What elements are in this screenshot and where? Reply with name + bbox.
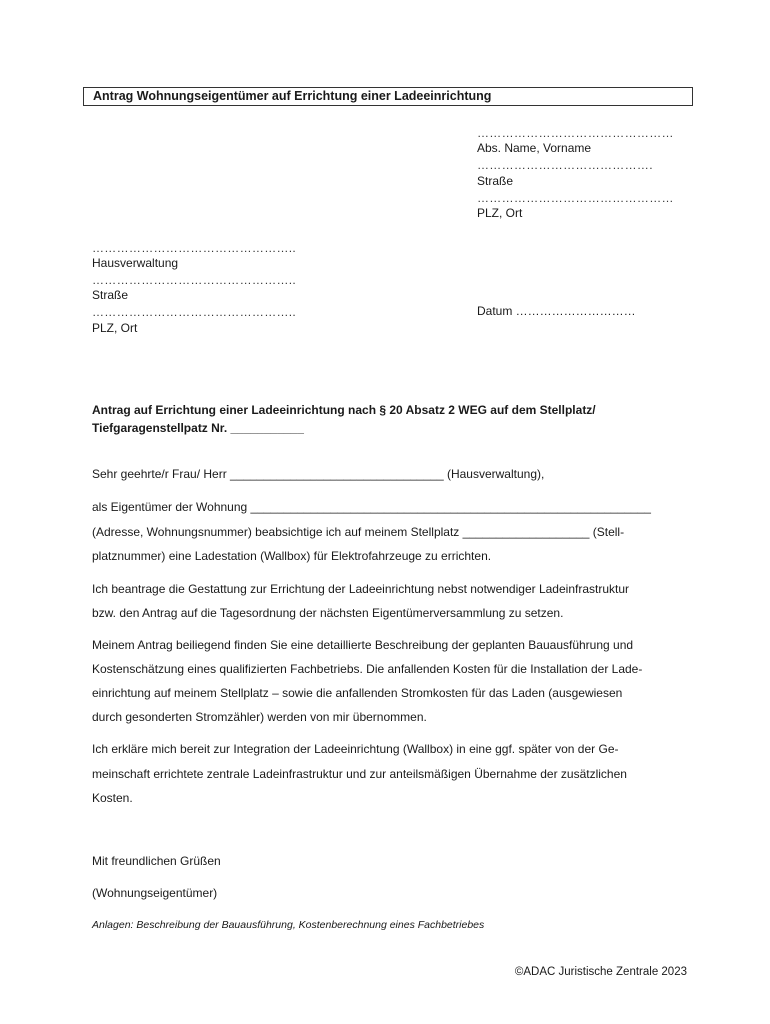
- sender-street-line: …………………………………….: [477, 158, 653, 172]
- salutation: Sehr geehrte/r Frau/ Herr ________________________________ (Hausverwaltung),: [92, 467, 545, 481]
- signature-label: (Wohnungseigentümer): [92, 886, 218, 900]
- body-line: bzw. den Antrag auf die Tagesordnung der nächsten Eigentümerversammlung zu setzen.: [92, 606, 564, 620]
- sender-city-label: PLZ, Ort: [477, 206, 523, 220]
- recipient-name-label: Hausverwaltung: [92, 256, 179, 270]
- sender-street-label: Straße: [477, 174, 514, 188]
- sender-city-line: …………………………………………: [477, 191, 674, 205]
- body-line: (Adresse, Wohnungsnummer) beabsichtige ich auf meinem Stellplatz ___________________ (Stell-: [92, 525, 625, 539]
- body-line: Ich beantrage die Gestattung zur Errichtung der Ladeeinrichtung nebst notwendiger Ladeinfrastruktur: [92, 582, 629, 596]
- recipient-street-label: Straße: [92, 288, 129, 302]
- sender-name-label: Abs. Name, Vorname: [477, 141, 592, 155]
- subject-line-1: Antrag auf Errichtung einer Ladeeinrichtung nach § 20 Absatz 2 WEG auf dem Stellplatz/: [92, 403, 596, 417]
- body-line: Ich erkläre mich bereit zur Integration der Ladeeinrichtung (Wallbox) in eine ggf. später von der Ge-: [92, 742, 619, 756]
- body-line: einrichtung auf meinem Stellplatz – sowie die anfallenden Stromkosten für das Laden (ausgewiesen: [92, 686, 623, 700]
- footer-copyright: ©ADAC Juristische Zentrale 2023: [514, 966, 687, 978]
- body-line: Kostenschätzung eines qualifizierten Fachbetriebs. Die anfallenden Kosten für die Installation der Lade-: [92, 662, 643, 676]
- sender-name-line: …………………………………………: [477, 126, 674, 140]
- closing: Mit freundlichen Grüßen: [92, 854, 221, 868]
- recipient-city-line: …………………………………………..: [92, 305, 297, 319]
- body-line: platznummer) eine Ladestation (Wallbox) für Elektrofahrzeuge zu errichten.: [92, 549, 492, 563]
- date-line: Datum …………………………: [477, 304, 636, 318]
- body-line: als Eigentümer der Wohnung ____________________________________________________________: [92, 500, 651, 514]
- body-line: meinschaft errichtete zentrale Ladeinfrastruktur und zur anteilsmäßigen Übernahme der zusätzlichen: [92, 767, 627, 781]
- document-title: Antrag Wohnungseigentümer auf Errichtung einer Ladeeinrichtung: [83, 87, 693, 106]
- body-line: durch gesonderten Stromzähler) werden von mir übernommen.: [92, 710, 427, 724]
- body-line: Kosten.: [92, 791, 133, 805]
- recipient-name-line: …………………………………………..: [92, 241, 297, 255]
- attachments-note: Anlagen: Beschreibung der Bauausführung, Kostenberechnung eines Fachbetriebes: [92, 919, 485, 931]
- subject-line-2: Tiefgaragenstellpatz Nr. ___________: [92, 421, 304, 435]
- recipient-city-label: PLZ, Ort: [92, 321, 138, 335]
- body-line: Meinem Antrag beiliegend finden Sie eine detaillierte Beschreibung der geplanten Bauausführung und: [92, 638, 634, 652]
- recipient-street-line: …………………………………………..: [92, 273, 297, 287]
